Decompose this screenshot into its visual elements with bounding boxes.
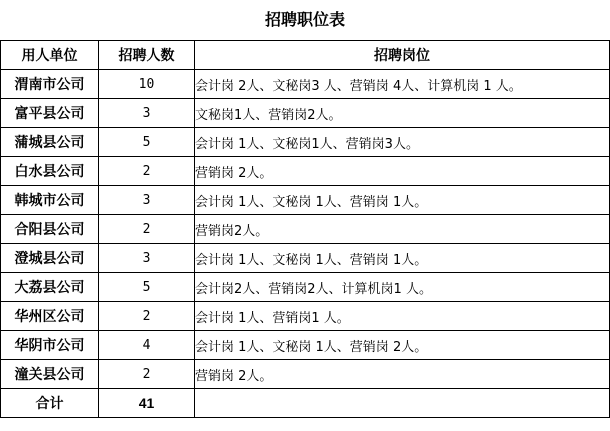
total-posts (195, 389, 610, 418)
total-label: 合计 (1, 389, 99, 418)
row-posts: 营销岗 2人。 (195, 360, 610, 389)
table-row (1, 273, 610, 302)
row-unit: 韩城市公司 (1, 186, 99, 215)
row-count: 10 (99, 70, 195, 99)
row-count: 2 (99, 360, 195, 389)
row-count: 5 (99, 128, 195, 157)
recruitment-table (0, 40, 610, 418)
row-posts: 会计岗 1人、文秘岗 1人、营销岗 1人。 (195, 186, 610, 215)
row-count: 5 (99, 273, 195, 302)
row-unit: 华阴市公司 (1, 331, 99, 360)
table-row (1, 331, 610, 360)
table-row (1, 99, 610, 128)
table-row (1, 215, 610, 244)
header-unit: 用人单位 (1, 41, 99, 70)
table-row (1, 360, 610, 389)
row-count: 2 (99, 215, 195, 244)
row-count: 2 (99, 157, 195, 186)
table-row (1, 157, 610, 186)
row-unit: 潼关县公司 (1, 360, 99, 389)
row-unit: 富平县公司 (1, 99, 99, 128)
row-posts: 会计岗 1人、文秘岗 1人、营销岗 2人。 (195, 331, 610, 360)
row-count: 2 (99, 302, 195, 331)
header-row (1, 41, 610, 70)
total-row (1, 389, 610, 418)
table-title: 招聘职位表 (264, 10, 345, 29)
row-count: 3 (99, 186, 195, 215)
table-row (1, 186, 610, 215)
row-unit: 渭南市公司 (1, 70, 99, 99)
row-count: 3 (99, 244, 195, 273)
row-posts: 会计岗2人、营销岗2人、计算机岗1 人。 (195, 273, 610, 302)
row-posts: 文秘岗1人、营销岗2人。 (195, 99, 610, 128)
table-row (1, 128, 610, 157)
total-count: 41 (99, 389, 195, 418)
table-row (1, 244, 610, 273)
row-unit: 华州区公司 (1, 302, 99, 331)
row-unit: 白水县公司 (1, 157, 99, 186)
row-posts: 会计岗 1人、文秘岗1人、营销岗3人。 (195, 128, 610, 157)
row-count: 4 (99, 331, 195, 360)
row-posts: 会计岗 2人、文秘岗3 人、营销岗 4人、计算机岗 1 人。 (195, 70, 610, 99)
row-posts: 营销岗 2人。 (195, 157, 610, 186)
row-posts: 会计岗 1人、文秘岗 1人、营销岗 1人。 (195, 244, 610, 273)
row-posts: 营销岗2人。 (195, 215, 610, 244)
header-count: 招聘人数 (99, 41, 195, 70)
row-unit: 蒲城县公司 (1, 128, 99, 157)
row-unit: 合阳县公司 (1, 215, 99, 244)
table-row (1, 70, 610, 99)
row-posts: 会计岗 1人、营销岗1 人。 (195, 302, 610, 331)
table-row (1, 302, 610, 331)
row-unit: 澄城县公司 (1, 244, 99, 273)
row-unit: 大荔县公司 (1, 273, 99, 302)
row-count: 3 (99, 99, 195, 128)
header-posts: 招聘岗位 (195, 41, 610, 70)
